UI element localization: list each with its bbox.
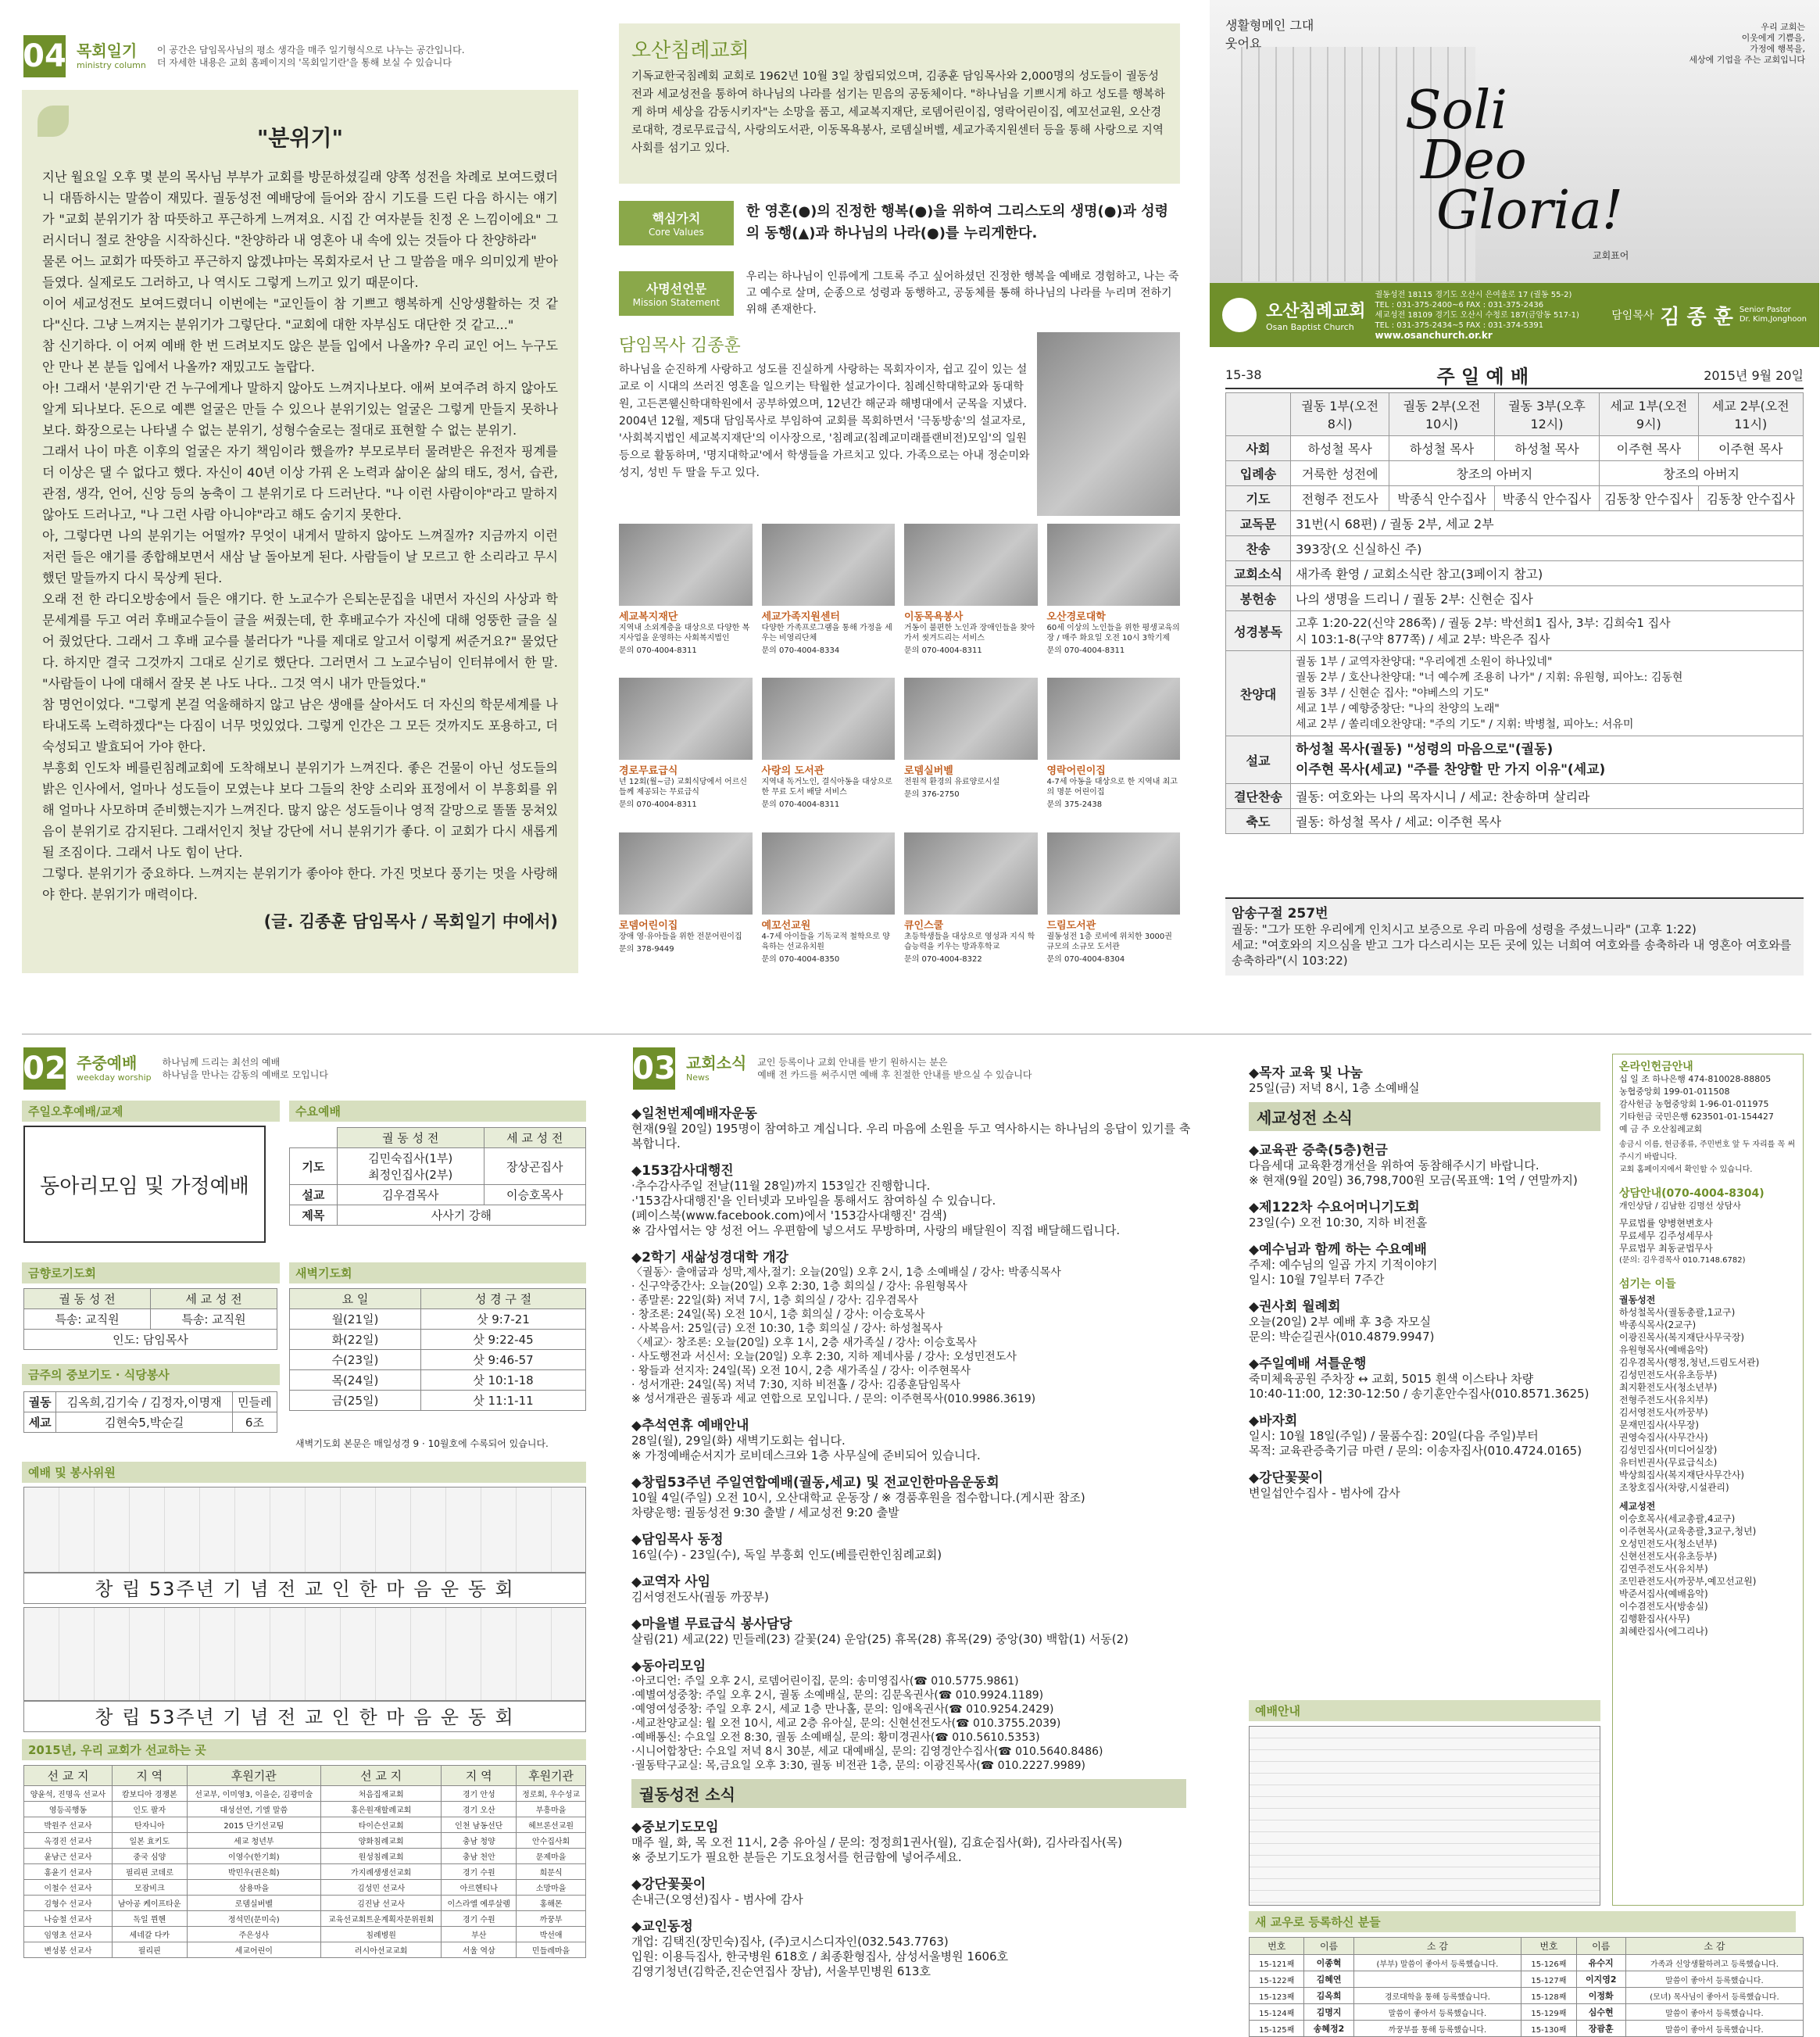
- counsel-title: 상담안내(070-4004-8304): [1619, 1187, 1765, 1200]
- ministry-card[interactable]: 이동목욕봉사 거동이 불편한 노인과 장애인들을 찾아가서 씻겨드리는 서비스 문의 070-4004-8311: [904, 524, 1038, 668]
- worship-col-headers: 궐동 1부(오전 8시) 궐동 2부(오전 10시) 궐동 3부(오후 12시) 세교 1부(오전 9시) 세교 2부(오전 11시): [1226, 393, 1804, 436]
- week-number: 15-38: [1225, 367, 1262, 382]
- ministry-card[interactable]: 세교가족지원센터 다양한 가족프로그램을 통해 가정을 세우는 비영리단체 문의 070-4004-8334: [762, 524, 896, 668]
- online-giving-title: 온라인헌금안내: [1619, 1061, 1693, 1073]
- news-item: ◆일천번제예배자운동 현재(9월 20일) 195명이 참여하고 계십니다. 우리 마음에 소원을 두고 역사하시는 하나님의 응답이 있기를 축복합니다.: [631, 1106, 1191, 1151]
- recital-title: 암송구절 257번: [1232, 906, 1328, 922]
- news-item: ◆담임목사 동정 16일(수) - 23일(수), 독일 부흥회 인도(베를린한인침례교회): [631, 1532, 942, 1562]
- flower-title: 금주의 중보기도 · 식당봉사: [22, 1364, 280, 1385]
- worship-row: 성경봉독 고후 1:20-22(신약 286쪽) / 궐동 2부: 박선희1 집사, 3부: 김희숙1 집사 시 103:1-8(구약 877쪽) / 세교 2부: 박은주 집사: [1226, 611, 1804, 651]
- church-name-kr: 오산침례교회: [1266, 302, 1366, 321]
- worship-row: 교회소식 새가족 환영 / 교회소식란 참고(3페이지 참고): [1226, 561, 1804, 586]
- ministry-card[interactable]: 사랑의 도서관 지역내 독거노인, 결식아동을 대상으로 한 무료 도서 배달 서비스 문의 070-4004-8311: [762, 678, 896, 822]
- staff-title: 섬기는 이들: [1619, 1278, 1676, 1291]
- wed-table: 궐 동 성 전 세 교 성 전 기도 김민숙집사(1부) 최정인집사(2부) 장상곤집사 설교 김우겸목사 이승호목사 제목 사사기 강해: [289, 1127, 586, 1226]
- worship-date: 2015년 9월 20일: [1704, 367, 1804, 383]
- news-item: ◆2학기 새삶성경대학 개강 〈궐동〉· 출애굽과 성막,제사,절기: 오늘(20일) 오후 2시, 1층 소예배실 / 강사: 박종식목사 · 신구약중간사: 오늘(20일) 오후 2:30, 1층 회의실 / 강사: 유원형목사 · 종말론: 22일(화) 저녁 7시, 1층 회의실 / 강사: 김우겸목사 · 창조론: 24일(목) 오전 10시, 1층 회의실 / 강사: 이승호목사 · 사복음서: 25일(금) 오전 10:30, 1층 회의실 / 강사: 하성철목사 〈세교〉· 창조론: 오늘(20일) 오후 1시, 2층 새가족실 / 강사: 이승호목사 · 사도행전과 서신서: 오늘(20일) 오후 2:30, 지하 제네사룸 / 강사: 오성민전도사 · 왕들과 선지자: 24일(목) 오전 10시, 2층 새가족실 / 강사: 이주현목사 · 성서개관: 24일(목) 저녁 7:30, 지하 비전홀 / 강사: 김종훈담임목사 ※ 성서개관은 궐동과 세교 연합으로 모입니다. / 문의: 이주현목사(010.9986.3619): [631, 1250, 1061, 1405]
- ministry-card[interactable]: 영락어린이집 4-7세 아동을 대상으로 한 지역내 최고의 명문 어린이집 문의 375-2438: [1047, 678, 1181, 822]
- church-logo-icon: [1222, 298, 1257, 332]
- news-item: ◆강단꽃꽂이 손내근(오영선)집사 - 범사에 감사: [631, 1877, 803, 1906]
- news-item: ◆목자 교육 및 나눔 25일(금) 저녁 8시, 1층 소예배실: [1249, 1065, 1420, 1095]
- info-sidebar: 온라인헌금안내 십 일 조 하나은행 474-810028-88805 농협중앙회 199-01-011508 감사헌금 농협중앙회 1-96-01-011975 기타헌금 국민은행 623501-01-154427 예 금 주 오산침례교회 송금시 이름, 헌금종류, 주민번호 앞 두 자리를 꼭 써주시기 바랍니다. 교회 홈페이지에서 확인할 수 있습니다. 상담안내(070-4004-8304) 개인상담 / 김남한 김명선 상담사 무료법률 양병현변호사 무료세무 김주성세무사 무료법무 최동균법무사 (문의: 김우겸목사 010.7148.6782) 섬기는 이들 궐동성전 하성철목사(궐동총괄,1교구) 박종식목사(2교구) 이광진목사(복지재단사무국장) 유원형목사(예배음악) 김우겸목사(행정,청년,드림도서관) 김성민전도사(유초등부) 최지환전도사(청소년부) 전형주전도사(유치부) 김서영전도사(까꿍부) 문재민집사(사무장) 권영숙집사(사무간사) 김성민집사(미디어실장) 유터빈권사(무료급식소) 박상희집사(복지재단사무간사) 조창호집사(차량,시설관리) 세교성전 이승호목사(세교총괄,4교구) 이주현목사(교육총괄,3교구,청년) 오성민전도사(청소년부) 신현선전도사(유초등부) 김연주전도사(유치부) 조민관전도사(까꿍부,예꼬선교원) 박준서집사(예배음악) 이수겸전도사(방송실) 김행환집사(사무) 최혜란집사(에그리나): [1612, 1054, 1804, 1906]
- worship-order-table: [1225, 392, 1804, 834]
- news-item: ◆교인동정 개업: 김택진(장민숙)집사, (주)코시스디자인(032.543.7763) 입원: 이용득집사, 한국병원 618호 / 최종환형집사, 삼성서울병원 1606호 김영기청년(김학준,진순연집사 장남), 서울부민병원 613호: [631, 1919, 1009, 1978]
- table-row: 15-123째 김옥희 경로대학을 통해 등록했습니다. 15-128째 이정화 (모녀) 목사님이 좋아서 등록했습니다.: [1250, 1988, 1804, 2004]
- worship-row: 입례송 거룩한 성전에 창조의 아버지 창조의 아버지: [1226, 461, 1804, 486]
- ministry-card[interactable]: 로뎀어린이집 장애 영·유아들을 위한 전문어린이집 문의 378-9449: [619, 832, 753, 977]
- news-item: ◆강단꽃꽂이 변일섭안수집사 - 범사에 감사: [1249, 1470, 1400, 1500]
- table-row: 15-122째 김혜연 15-127째 이지영2 말씀이 좋아서 등록했습니다.: [1250, 1971, 1804, 1988]
- ministry-photo: [904, 524, 1038, 606]
- news-item: ◆권사회 월례회 오늘(20일) 2부 예배 후 3층 자모실 문의: 박순길권사(010.4879.9947): [1249, 1299, 1435, 1344]
- schedule-grid: [1249, 1726, 1600, 1906]
- cover-top-right: 우리 교회는 이웃에게 기쁨을, 가정에 행복을, 세상에 기업을 주는 교회입니다: [1689, 22, 1805, 65]
- ministry-photo: [1047, 832, 1181, 915]
- recital-box: [1225, 897, 1804, 976]
- column-panel: [22, 90, 578, 973]
- weekday-header: [23, 1047, 328, 1090]
- table-row: 15-124째 김명지 말씀이 좋아서 등록했습니다. 15-129째 심수현 말씀이 좋아서 등록했습니다.: [1250, 2004, 1804, 2021]
- section-desc: 교인 등록이나 교회 안내를 받기 원하시는 분은 예배 전 카드를 써주시면 예배 후 친절한 안내를 받으실 수 있습니다: [757, 1057, 1032, 1080]
- news-page: [631, 1040, 1811, 2035]
- church-page: [619, 23, 1182, 977]
- church-bar: [1210, 283, 1819, 347]
- dawn-note: 새벽기도회 본문은 매일성경 9 · 10월호에 수록되어 있습니다.: [295, 1438, 549, 1449]
- news-item: ◆창립53주년 주일연합예배(궐동,세교) 및 전교인한마음운동회 10월 4일(주일) 오전 10시, 오산대학교 운동장 / ※ 경품후원을 접수합니다.(게시판 참조) 차량운행: 궐동성전 9:30 출발 / 세교성전 9:20 출발: [631, 1475, 1085, 1520]
- ministry-photo: [1047, 524, 1181, 606]
- news-item: ◆중보기도모임 매주 월, 화, 목 오전 11시, 2층 유아실 / 문의: 정정희1권사(월), 김효순집사(화), 김사라집사(목) ※ 중보기도가 필요한 분들은 기도요청서를 헌금함에 넣어주세요.: [631, 1820, 1123, 1864]
- mission-label: 사명선언문 Mission Statement: [619, 271, 734, 316]
- service-banner-1: 창 립 53주년 기 념 전 교 인 한 마 음 운 동 회: [23, 1573, 586, 1604]
- section-desc: 이 공간은 담임목사님의 평소 생각을 매주 일기형식으로 나누는 공간입니다. 더 자세한 내용은 교회 홈페이지의 '목회일기란'을 통해 보실 수 있습니다: [156, 45, 465, 68]
- online-giving-note: 송금시 이름, 헌금종류, 주민번호 앞 두 자리를 꼭 써주시기 바랍니다. 교회 홈페이지에서 확인할 수 있습니다.: [1619, 1140, 1795, 1174]
- section-title: 교회소식: [686, 1053, 747, 1072]
- cover-page: [1210, 0, 1820, 986]
- church-intro-panel: [619, 23, 1180, 184]
- worship-row: 찬양대 궐동 1부 / 교역자찬양대: "우리에겐 소원이 하나있네" 궐동 2부 / 호산나찬양대: "너 예수께 조용히 나가" / 지휘: 유원형, 피아노: 김동현 궐동 3부 / 신현순 집사: "야베스의 기도" 세교 1부 / 예향중창단: "나의 찬양의 노래" 세교 2부 / 쏠리데오찬양대: "주의 기도" / 지휘: 박병철, 피아노: 서유미: [1226, 651, 1804, 736]
- worship-row: 교독문 31번(시 68편) / 궐동 2부, 세교 2부: [1226, 511, 1804, 536]
- news-header: [633, 1047, 1032, 1090]
- section-title: 목회일기: [77, 41, 138, 60]
- service-banner-2: 창 립 53주년 기 념 전 교 인 한 마 음 운 동 회: [23, 1701, 586, 1732]
- news-item: ◆예수님과 함께 하는 수요예배 주제: 예수님의 일곱 가지 기적이야기 일시: 10월 7일부터 7주간: [1249, 1242, 1438, 1287]
- ministry-card[interactable]: 큐인스쿨 초등학생들을 대상으로 영성과 지식 학습능력을 키우는 방과후학교 문의 070-4004-8322: [904, 832, 1038, 977]
- sekyo-news-title: 세교성전 소식: [1249, 1102, 1600, 1131]
- ministry-card[interactable]: 드림도서관 궐동성전 1층 로비에 위치한 3000권 규모의 소규모 도서관 문의 070-4004-8304: [1047, 832, 1181, 977]
- service-grid-2: [23, 1607, 586, 1701]
- news-col-2: [1249, 1054, 1600, 1695]
- church-intro: 기독교한국침례회 교회로 1962년 10월 3일 창립되었으며, 김종훈 담임목사와 2,000명의 성도들이 궐동성전과 세교성전을 통하여 하나님의 나라를 섬기는 믿음의 공동체이다. "하나님을 기쁘시게 하고 성도를 행복하게 하며 세상을 감동시키자"는 소망을 품고, 세교복지재단, 로뎀어린이집, 영락어린이집, 예꼬선교원, 오산경로대학, 경로무료급식, 사랑의도서관, 이동목욕봉사, 로뎀실버벨, 세교가족지원센터 등을 통해 사랑으로 지역사회를 섬기고 있다.: [631, 70, 1165, 155]
- cover-motto: Soli Deo Gloria!: [1405, 80, 1624, 242]
- table-row: 15-125째 송혜정2 까꿍부를 통해 등록했습니다. 15-130째 장괌훈 말씀이 좋아서 등록했습니다.: [1250, 2021, 1804, 2037]
- section-subtitle: ministry column: [77, 59, 146, 70]
- news-item: ◆마을별 무료급식 봉사담당 살림(21) 세교(22) 민들레(23) 갈꽃(24) 운암(25) 휴목(28) 휴목(29) 중앙(30) 백합(1) 서동(2): [631, 1616, 1129, 1646]
- section-number: 04: [23, 35, 66, 77]
- wed-title: 수요예배: [289, 1101, 586, 1122]
- cover-motto-sub: 교회표어: [1593, 250, 1629, 261]
- dawn-title: 새벽기도회: [289, 1262, 586, 1283]
- column-body: 지난 월요일 오후 몇 분의 목사님 부부가 교회를 방문하셨길래 양쪽 성전을 차례로 보여드렸더니 대뜸하시는 말씀이 재밌다. 궐동성전 예배당에 들어와 잠시 기도를 드린 다음 하시는 얘기가 "교회 분위기가 참 따뜻하고 푸근하게 느껴져요. 시집 간 여자분들 친정 온 느낌이에요" 그러시더니 절로 찬양을 시작하신다. "찬양하라 내 영혼아 내 속에 있는 것들아 다 찬양하라" 물론 어느 교회가 따뜻하고 푸근하지 않겠냐마는 목회자로서 난 그 말씀을 매우 의미있게 받아들였다. 실제로도 그러하고, 나 역시도 그렇게 느끼고 있기 때문이다. 이어 세교성전도 보여드렸더니 이번에는 "교인들이 참 기쁘고 행복하게 신앙생활하는 것 같다"신다. 그냥 느껴지는 분위기가 그렇단다. "교회에 대한 자부심도 대단한 것 같고..." 참 신기하다. 이 어찌 예배 한 번 드려보지도 않은 분들 입에서 나올까? 우리 교인 어느 누구도 안 만나 본 분들 입에서 나올까? 재밌고도 놀랍다. 아! 그래서 '분위기'란 건 누구에게나 말하지 않아도 느껴지나보다. 애써 보여주려 하지 않아도 알게 되나보다. 돈으로 예쁜 얼굴은 만들 수 있으나 분위기있는 얼굴은 그렇게 만들지 못하나보다. 화장으로는 나타낼 수 없는 분위기, 성형수술로는 절대로 표현할 수 없는 분위기. 그래서 나이 마흔 이후의 얼굴은 자기 책임이라 했을까? 부모로부터 물려받은 유전자 핑계를 더 이상은 댈 수 없다고 했다. 자신이 40년 이상 가꿔 온 노력과 삶이온 삶의 태도, 정서, 습관, 관점, 생각, 언어, 신앙 등의 농축이 그 분위기로 다 드러난다. "나 이런 사람이야"라고 말하지 않아도 드러나고, "나 그런 사람 아니야"라고 해도 숨기지 못한다. 아, 그렇다면 나의 분위기는 어떨까? 무엇이 내게서 말하지 않아도 느껴질까? 지금까지 이런저런 들은 얘기를 종합해보면서 새삼 날 돌아보게 된다. 사람들이 날 모르고 한 소리라고 무시했던 말들까지 다시 묵상케 된다. 오래 전 한 라디오방송에서 들은 얘기다. 한 노교수가 은퇴논문집을 내면서 자신의 사상과 학문세계를 두고 여러 후배교수들이 글을 써줬는데, 한 후배교수가 자신에 대해 엉뚱한 글을 실어 줬었단다. 그래서 그 후배 교수를 불러다가 "나를 제대로 알고서 이렇게 써준거요?" 물었단다. 하지만 결국 그것까지 그대로 싣기로 했단다. 그러면서 그 노교수님이 인터뷰에서 한 말. "사람들이 나에 대해서 잘못 본 나도 나다.. 그것 역시 내가 만들었다." 참 명언이었다. "그렇게 본걸 억울해하지 않고 남은 생애를 살아서도 더 자신의 학문세계를 나타내도록 노력하겠다"는 다짐이 너무 멋있었다. 그렇게 인간은 그 모든 것까지도 포용하고, 더 숙성되고 발효되어 가야 한다. 부흥회 인도차 베를린침례교회에 도착해보니 분위기가 느껴진다. 좋은 건물이 아닌 성도들의 밝은 인사에서, 얼마나 성도들이 모였는냐 보다 그들의 찬양 소리와 표정에서 이 부흥회를 위해 얼마나 사모하며 준비했는지가 느껴진다. 많지 않은 성도들이나 영적 갈망으로 똘똘 뭉쳐있음이 분위기로 감지된다. 그래서인지 첫날 강단에 서니 분위기가 좋다. 이 교회가 다시 새롭게 될 조짐이다. 그래서 나도 힘이 난다. 그렇다. 분위기가 중요하다. 느껴지는 분위기가 좋아야 한다. 가진 멋보다 풍기는 멋을 사랑해야 한다. 분위기가 매력이다.: [42, 170, 558, 901]
- schedule-title: 예배안내: [1249, 1700, 1600, 1721]
- leaf-icon: [38, 106, 69, 137]
- pastor-text: 하나님을 순진하게 사랑하고 성도를 진실하게 사랑하는 목회자이자, 쉽고 깊이 있는 설교로 이 시대의 쓰러진 영혼을 일으키는 탁월한 설교가이다. 침례신학대학교와 동대학원, 고든콘웰신학대학원에서 공부하였으며, 12년간 해군과 해병대에서 군목을 지냈다. 2004년 12월, 제5대 담임목사로 부임하여 교회를 목회하면서 '극동방송'의 설교자로, '사회복지법인 세교복지재단'의 이사장으로, '침례교(침례교미래플랜비전)모임'의 일원 등으로 활동하며, '명지대학교'에서 학생들을 가르치고 있다. 가족으로는 아내 정순미와 성지, 성빈 두 딸을 두고 있다.: [619, 363, 1030, 479]
- ministry-photo: [619, 832, 753, 915]
- ministry-photo: [904, 678, 1038, 760]
- staff-gwol: 하성철목사(궐동총괄,1교구) 박종식목사(2교구) 이광진목사(복지재단사무국장) 유원형목사(예배음악) 김우겸목사(행정,청년,드림도서관) 김성민전도사(유초등부) 최지환전도사(청소년부) 전형주전도사(유치부) 김서영전도사(까꿍부) 문재민집사(사무장) 권영숙집사(사무간사) 김성민집사(미디어실장) 유터빈권사(무료급식소) 박상희집사(복지재단사무간사) 조창호집사(차량,시설관리): [1619, 1307, 1760, 1493]
- column-header: [23, 35, 524, 77]
- worship-row: 사회 하성철 목사 하성철 목사 하성철 목사 이주현 목사 이주현 목사: [1226, 436, 1804, 461]
- ministry-photo: [619, 524, 753, 606]
- worship-header: [1225, 361, 1804, 389]
- ministry-photo: [904, 832, 1038, 915]
- section-subtitle: News: [686, 1072, 710, 1083]
- worship-row: 결단찬송 궐동: 여호와는 나의 목자시니 / 세교: 찬송하며 살리라: [1226, 784, 1804, 809]
- cover-illustration: [1210, 0, 1819, 283]
- online-giving-text: 십 일 조 하나은행 474-810028-88805 농협중앙회 199-01-011508 감사헌금 농협중앙회 1-96-01-011975 기타헌금 국민은행 623501-01-154427 예 금 주 오산침례교회: [1619, 1074, 1774, 1134]
- news-item: ◆153감사대행진 ·추수감사주일 전날(11월 28일)까지 153일간 진행합니다. ·'153감사대행진'을 인터넷과 모바일을 통해서도 참여하실 수 있습니다. (페이스북(www.facebook.com)에서 '153감사대행진' 검색) ※ 감사엽서는 양 성전 어느 우편함에 넣으셔도 무방하며, 사랑의 배달원이 직접 배달해드립니다.: [631, 1163, 1121, 1237]
- news-item: ◆교역자 사임 김서영전도사(궐동 까꿍부): [631, 1574, 769, 1604]
- pastor-photo: [1037, 332, 1180, 516]
- news-item: ◆동아리모임 ·아코디언: 주일 오후 2시, 로뎀어린이집, 문의: 송미영집사(☎ 010.5775.9861) ·예별여성중창: 주일 오후 2시, 궐동 소예배실, 문의: 김문옥권사(☎ 010.9924.1189) ·예영여성중창: 주일 오후 2시, 세교 1층 만나홀, 문의: 임애옥권사(☎ 010.9254.2429) ·세교찬양교실: 월 오전 10시, 세교 2층 유아실, 문의: 신현선전도사(☎ 010.3755.2039) ·예배통신: 수요일 오전 8:30, 궐동 소예배실, 문의: 황미경권사(☎ 010.5610.5353) ·시니어합창단: 수요일 저녁 8시 30분, 세교 대예배실, 문의: 김영경안수집사(☎ 010.5640.8486) ·궐동탁구교실: 목,금요일 오후 3:30, 궐동 비전관 1층, 문의: 이광진목사(☎ 010.2227.9989): [631, 1659, 1103, 1772]
- core-values-label: 핵심가치 Core Values: [619, 201, 734, 245]
- news-item: ◆교육관 증축(5층)헌금 다음세대 교육환경개선을 위하여 동참해주시기 바랍니다. ※ 현재(9월 20일) 36,798,700원 모금(목표액: 1억 / 연말까지): [1249, 1143, 1578, 1187]
- news-col-1: [631, 1094, 1194, 2009]
- mission-table: 선 교 지 지 역 후원기관 선 교 지 지 역 후원기관 양윤석, 진명옥 선교사 캄보디아 경쟁본 선교부, 이미영3, 이을순, 김광미술 처음집재교회 경기 안성 정로회, 우수성교 영등곡행동 인도 팔자 대성선연, 기엘 말씀 홍은원재할례교회 경기 오산 부흥마을 박원주 선교사 탄자니아 2015 단기선교팀 타이슨선교회 인천 남동선단 헤브론선교원 옥경진 선교사 일본 효키도 세교 청년부 양화침례교회 충남 청양 안수집사회 윤남근 선교사 중국 심양 이영수(한기회) 원성침례교회 충남 천안 문제마을 홍윤기 선교사 필리핀 코데로 박민우(권은희) 가지례생생선교회 경기 수원 희문식 이철수 선교사 모잠비크 삼용마을 김성민 선교사 아르헨티나 소망마을 김형수 선교사 남아공 케이프타운 로뎀실버벨 김진남 선교사 이스라엘 예루살렘 홍해몬 나승철 선교사 독일 뮌헨 정석민(문미숙) 교육선교회트운계획자문위원회 경기 수원 까꿍부 임영초 선교사 세네갈 다카 주은성사 침례병원 부산 박선애 변성봉 선교사 필리핀 세교어린이 러시아선교교회 서울 역삼 민들레마을: [23, 1765, 586, 1958]
- senior-pastor: 담임목사 김 종 훈 Senior Pastor Dr. Kim,Jonghoon: [1611, 305, 1807, 329]
- page-divider: [22, 1033, 1811, 1035]
- mission-title: 2015년, 우리 교회가 선교하는 곳: [22, 1739, 586, 1760]
- worship-row: 설교 하성철 목사(궐동) "성령의 마음으로"(궐동) 이주현 목사(세교) "주를 찬양할 만 가지 이유"(세교): [1226, 736, 1804, 784]
- ministry-photo: [762, 524, 896, 606]
- worship-row: 봉헌송 나의 생명을 드리니 / 궐동 2부: 신현순 집사: [1226, 586, 1804, 611]
- counsel-sub: 개인상담 / 김남한 김명선 상담사: [1619, 1201, 1741, 1211]
- church-website-link[interactable]: www.osanchurch.or.kr: [1375, 329, 1493, 341]
- table-row: 15-121째 이종혁 (부부) 말씀이 좋아서 등록했습니다. 15-126째 유수지 가족과 신앙생활하려고 등록했습니다.: [1250, 1955, 1804, 1971]
- sunday-pm-title: 주일오후예배/교제: [22, 1101, 280, 1122]
- weekday-page: [22, 1040, 588, 2009]
- ministry-card[interactable]: 경로무료급식 년 12회(월~금) 교회식당에서 어르신들께 제공되는 무료급식 문의 070-4004-8311: [619, 678, 753, 822]
- ministry-card[interactable]: 세교복지재단 지역내 소외계층을 대상으로 다양한 복지사업을 운영하는 사회복지법인 문의 070-4004-8311: [619, 524, 753, 668]
- service-grid-1: [23, 1487, 586, 1573]
- ministry-card[interactable]: 로뎀실버벨 전원적 환경의 유료양로시설 문의 376-2750: [904, 678, 1038, 822]
- worship-title: 주 일 예 배: [1436, 365, 1529, 388]
- news-item: ◆제122차 수요어머니기도회 23일(수) 오전 10:30, 지하 비전홀: [1249, 1200, 1428, 1230]
- newcomers-table: 번호 이름 소 감 번호 이름 소 감 15-121째 이종혁 (부부) 말씀이 좋아서 등록했습니다. 15-126째 유수지 가족과 신앙생활하려고 등록했습니다. 15-122째 김혜연 15-127째 이지영2 말씀이 좋아서 등록했습니다. 15-123째 김옥희 경로대학을 통해 등록했습니다. 15-128째 이정화 (모녀) 목사님이 좋아서 등록했습니다. 15-124째 김명지 말씀이 좋아서 등록했습니다. 15-129째 심수현 말씀이 좋아서 등록했습니다. 15-125째 송혜정2 까꿍부를 통해 등록했습니다. 15-130째 장괌훈 말씀이 좋아서 등록했습니다.: [1249, 1937, 1804, 2037]
- staff-sekyo: 이승호목사(세교총괄,4교구) 이주현목사(교육총괄,3교구,청년) 오성민전도사(청소년부) 신현선전도사(유초등부) 김연주전도사(유치부) 조민관전도사(까꿍부,예꼬선교원) 박준서집사(예배음악) 이수겸전도사(방송실) 김행환집사(사무) 최혜란집사(에그리나): [1619, 1513, 1757, 1637]
- news-item: ◆추석연휴 예배안내 28일(월), 29일(화) 새벽기도회는 쉽니다. ※ 가정예배순서지가 로비데스크와 1층 사무실에 준비되어 있습니다.: [631, 1418, 981, 1462]
- newcomers-title: 새 교우로 등록하신 분들: [1249, 1911, 1796, 1932]
- core-values: [619, 188, 1180, 258]
- service-title: 예배 및 봉사위원: [22, 1462, 586, 1483]
- section-number: 03: [633, 1047, 675, 1090]
- worship-row: 기도 전형주 전도사 박종식 안수집사 박종식 안수집사 김동창 안수집사 김동창 안수집사: [1226, 486, 1804, 511]
- worship-row: 찬송 393장(오 신실하신 주): [1226, 536, 1804, 561]
- dawn-table: 요 일 성 경 구 절 월(21일) 삿 9:7-21 화(22일) 삿 9:22-45 수(23일) 삿 9:46-57 목(24일) 삿 10:1-18 금(25일) 삿 11:1-11: [289, 1288, 586, 1411]
- ministry-photo: [1047, 678, 1181, 760]
- church-name-en: Osan Baptist Church: [1266, 322, 1354, 332]
- ministry-photo: [619, 678, 753, 760]
- pastor-title: 담임목사 김종훈: [619, 336, 741, 356]
- ministry-photo: [762, 678, 896, 760]
- pastor-bio: [619, 332, 1033, 504]
- section-title: 주중예배: [77, 1053, 138, 1072]
- section-desc: 하나님께 드리는 최선의 예배 하나님을 만나는 감동의 예배로 모입니다: [162, 1057, 328, 1080]
- recital-sekyo: 세교: "여호와의 지으심을 받고 그가 다스리시는 모든 곳에 있는 너희여 여호와를 송축하라 내 영혼아 여호와를 송축하라"(시 103:22): [1232, 938, 1792, 968]
- church-title: 오산침례교회: [631, 39, 749, 63]
- ministry-card[interactable]: 오산경로대학 60세 이상의 노인들을 위한 평생교육의 장 / 매주 화요일 오전 10시 3학기제 문의 070-4004-8311: [1047, 524, 1181, 668]
- ministry-card[interactable]: 예꼬선교원 4-7세 아이들을 기독교적 철학으로 양육하는 선교유치원 문의 070-4004-8350: [762, 832, 896, 977]
- mission-statement: [619, 262, 1180, 324]
- news-item: ◆바자회 일시: 10월 18일(주일) / 물품수집: 20일(다음 주일)부터 목적: 교육관증축기금 마련 / 문의: 이송자집사(010.4724.0165): [1249, 1413, 1582, 1458]
- worship-row: 축도 궐동: 하성철 목사 / 세교: 이주현 목사: [1226, 809, 1804, 834]
- flower-table: 궐동 김옥희,김기숙 / 김정자,이명재 민들레 세교 김현숙5,박순길 6조: [23, 1391, 277, 1433]
- core-values-text: 한 영혼(●)의 진정한 행복(●)을 위하여 그리스도의 생명(●)과 성령의 동행(▲)과 하나님의 나라(●)를 누리게한다.: [746, 203, 1169, 242]
- fri-table: 궐 동 성 전 세 교 성 전 특송: 교직원 특송: 교직원 인도: 담임목사: [23, 1288, 277, 1350]
- gwol-news-title: 궐동성전 소식: [631, 1779, 1186, 1808]
- column-heading: "분위기": [256, 125, 344, 151]
- recital-gwol: 궐동: "그가 또한 우리에게 인치시고 보증으로 우리 마음에 성령을 주셨느니라" (고후 1:22): [1232, 922, 1697, 936]
- section-number: 02: [23, 1047, 66, 1090]
- church-contact: 궐동성전 18115 경기도 오산시 은여울로 17 (궐동 55-2) TEL : 031-375-2400~6 FAX : 031-375-2436 세교성전 18109 경기도 오산시 수청로 187(금암동 517-1) TEL : 031-375-2434~5 FAX : 031-374-5391 www.osanchurch.or.kr: [1375, 290, 1579, 341]
- ministry-photo: [762, 832, 896, 915]
- section-subtitle: weekday worship: [77, 1072, 152, 1083]
- mission-text: 우리는 하나님이 인류에게 그토록 주고 싶어하셨던 진정한 행복을 예배로 경험하고, 나는 죽고 예수로 살며, 순종으로 성령과 동행하고, 공동체를 통해 하나님의 나라를 누리며 전하기 위해 존재한다.: [746, 270, 1179, 316]
- column-page: [22, 23, 581, 977]
- column-signature: (글. 김종훈 담임목사 / 목회일기 中에서): [263, 912, 558, 931]
- fri-title: 금향로기도회: [22, 1262, 280, 1283]
- sunday-pm-box: 동아리모임 및 가정예배: [23, 1126, 266, 1243]
- cover-vertical-text: 생활형메인 그대 웃어요: [1225, 18, 1314, 51]
- news-item: ◆주일예배 셔틀운행 죽미체육공원 주차장 ↔ 교회, 5015 흰색 이스타나 차량 10:40-11:00, 12:30-12:50 / 송기훈안수집사(010.8571.3625): [1249, 1356, 1589, 1401]
- ministry-grid: [619, 524, 1180, 977]
